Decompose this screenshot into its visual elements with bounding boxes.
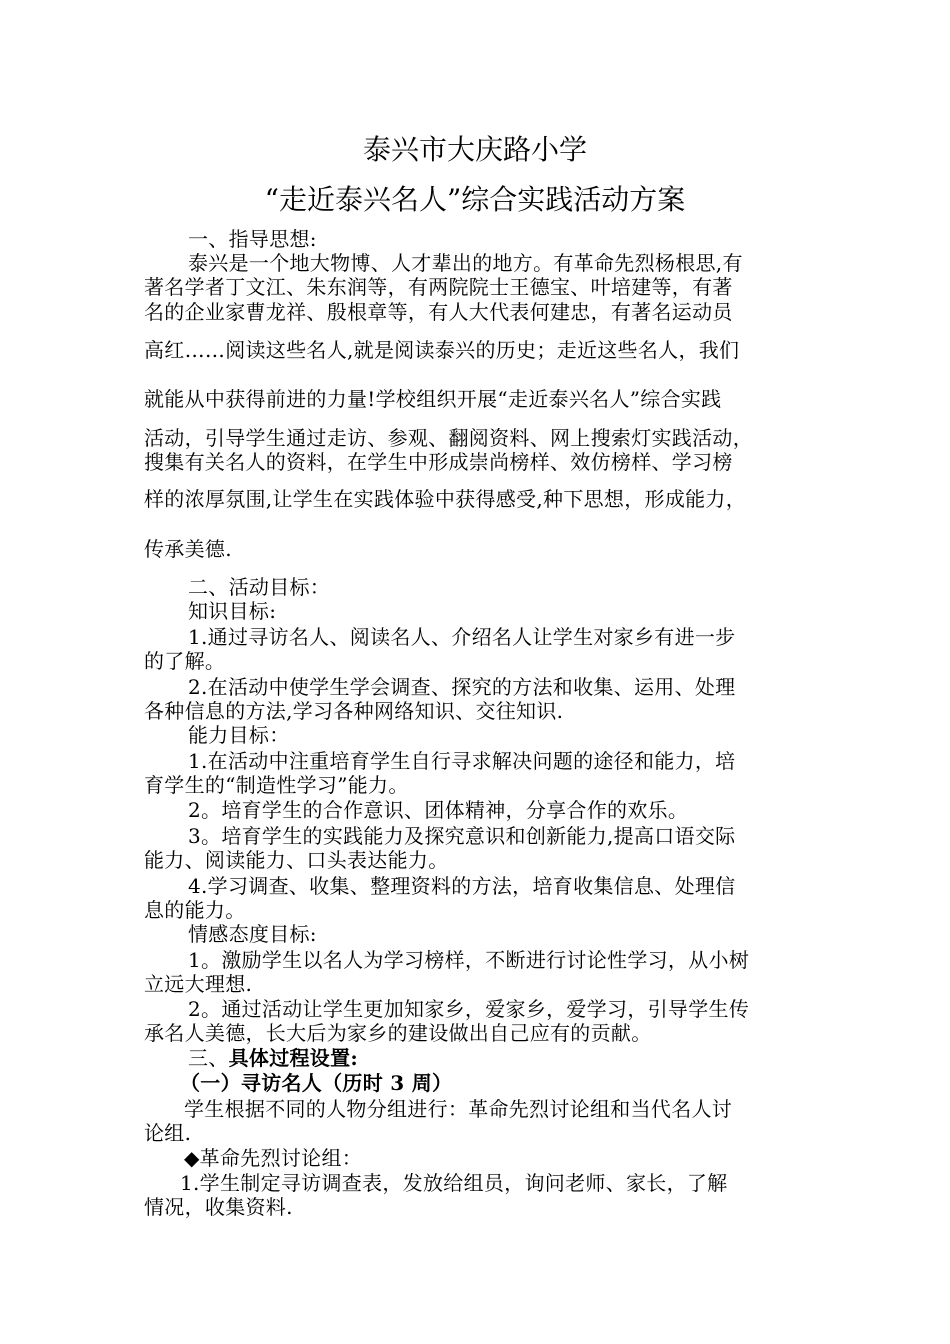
paragraph-line: 3。培育学生的实践能力及探究意识和创新能力,提高口语交际 [188,824,736,848]
subsection-heading: （一）寻访名人（历时 3 周） [180,1071,453,1095]
section-title-bold: 具体过程设置: [228,1046,359,1070]
subsection-heading: 情感态度目标: [188,922,317,946]
paragraph-line: 立远大理想. [144,972,253,996]
paragraph-line: 承名人美德，长大后为家乡的建设做出自己应有的贡献。 [144,1021,652,1045]
paragraph-line: 1.在活动中注重培育学生自行寻求解决问题的途径和能力，培 [188,749,736,773]
paragraph-line: 情况，收集资料. [144,1195,293,1219]
paragraph-line: 名的企业家曹龙祥、殷根章等，有人大代表何建忠，有著名运动员 [144,300,733,324]
paragraph-line: 育学生的“制造性学习”能力。 [144,773,409,797]
paragraph-line: 泰兴是一个地大物博、人才辈出的地方。有革命先烈杨根思,有 [188,251,743,275]
paragraph-line: 搜集有关名人的资料，在学生中形成崇尚榜样、效仿榜样、学习榜 [144,450,733,474]
paragraph-line: 4.学习调查、收集、整理资料的方法，培育收集信息、处理信 [188,874,736,898]
paragraph-line: 息的能力。 [144,898,246,922]
subsection-heading: 能力目标： [188,723,290,747]
paragraph-line: 高红……阅读这些名人,就是阅读泰兴的历史；走近这些名人，我们 [144,338,740,362]
paragraph-line: 2。通过活动让学生更加知家乡，爱家乡，爱学习，引导学生传 [188,997,750,1021]
paragraph-line: 就能从中获得前进的力量!学校组织开展“走近泰兴名人”综合实践 [144,387,722,411]
paragraph-line: 能力、阅读能力、口头表达能力。 [144,848,449,872]
paragraph-line: 样的浓厚氛围,让学生在实践体验中获得感受,种下思想，形成能力， [144,487,747,511]
section-heading: 一、指导思想: [188,227,317,251]
paragraph-line: 各种信息的方法,学习各种网络知识、交往知识. [144,699,564,723]
paragraph-line: 1。激励学生以名人为学习榜样，不断进行讨论性学习，从小树 [188,948,750,972]
paragraph-line: 1.学生制定寻访调查表，发放给组员，询问老师、家长，了解 [180,1171,728,1195]
paragraph-line: 论组. [144,1121,192,1145]
paragraph-line: 2.在活动中使学生学会调查、探究的方法和收集、运用、处理 [188,675,736,699]
paragraph-line: 的了解。 [144,649,226,673]
group-heading: ◆革命先烈讨论组： [184,1146,363,1170]
plan-title: “走近泰兴名人”综合实践活动方案 [264,183,686,216]
paragraph-line: 传承美德. [144,537,232,561]
section-heading [188,1045,358,1071]
paragraph-line: 学生根据不同的人物分组进行：革命先烈讨论组和当代名人讨 [184,1097,733,1121]
section-number: 三、 [188,1046,229,1070]
paragraph-line: 著名学者丁文江、朱东润等，有两院院士王德宝、叶培建等，有著 [144,275,733,299]
paragraph-line: 1.通过寻访名人、阅读名人、介绍名人让学生对家乡有进一步 [188,625,736,649]
section-heading: 二、活动目标： [188,575,331,599]
paragraph-line: 活动，引导学生通过走访、参观、翻阅资料、网上搜索灯实践活动， [144,426,753,450]
subsection-heading: 知识目标: [188,599,277,623]
paragraph-line: 2。培育学生的合作意识、团体精神，分享合作的欢乐。 [188,798,689,822]
school-title: 泰兴市大庆路小学 [362,133,587,166]
